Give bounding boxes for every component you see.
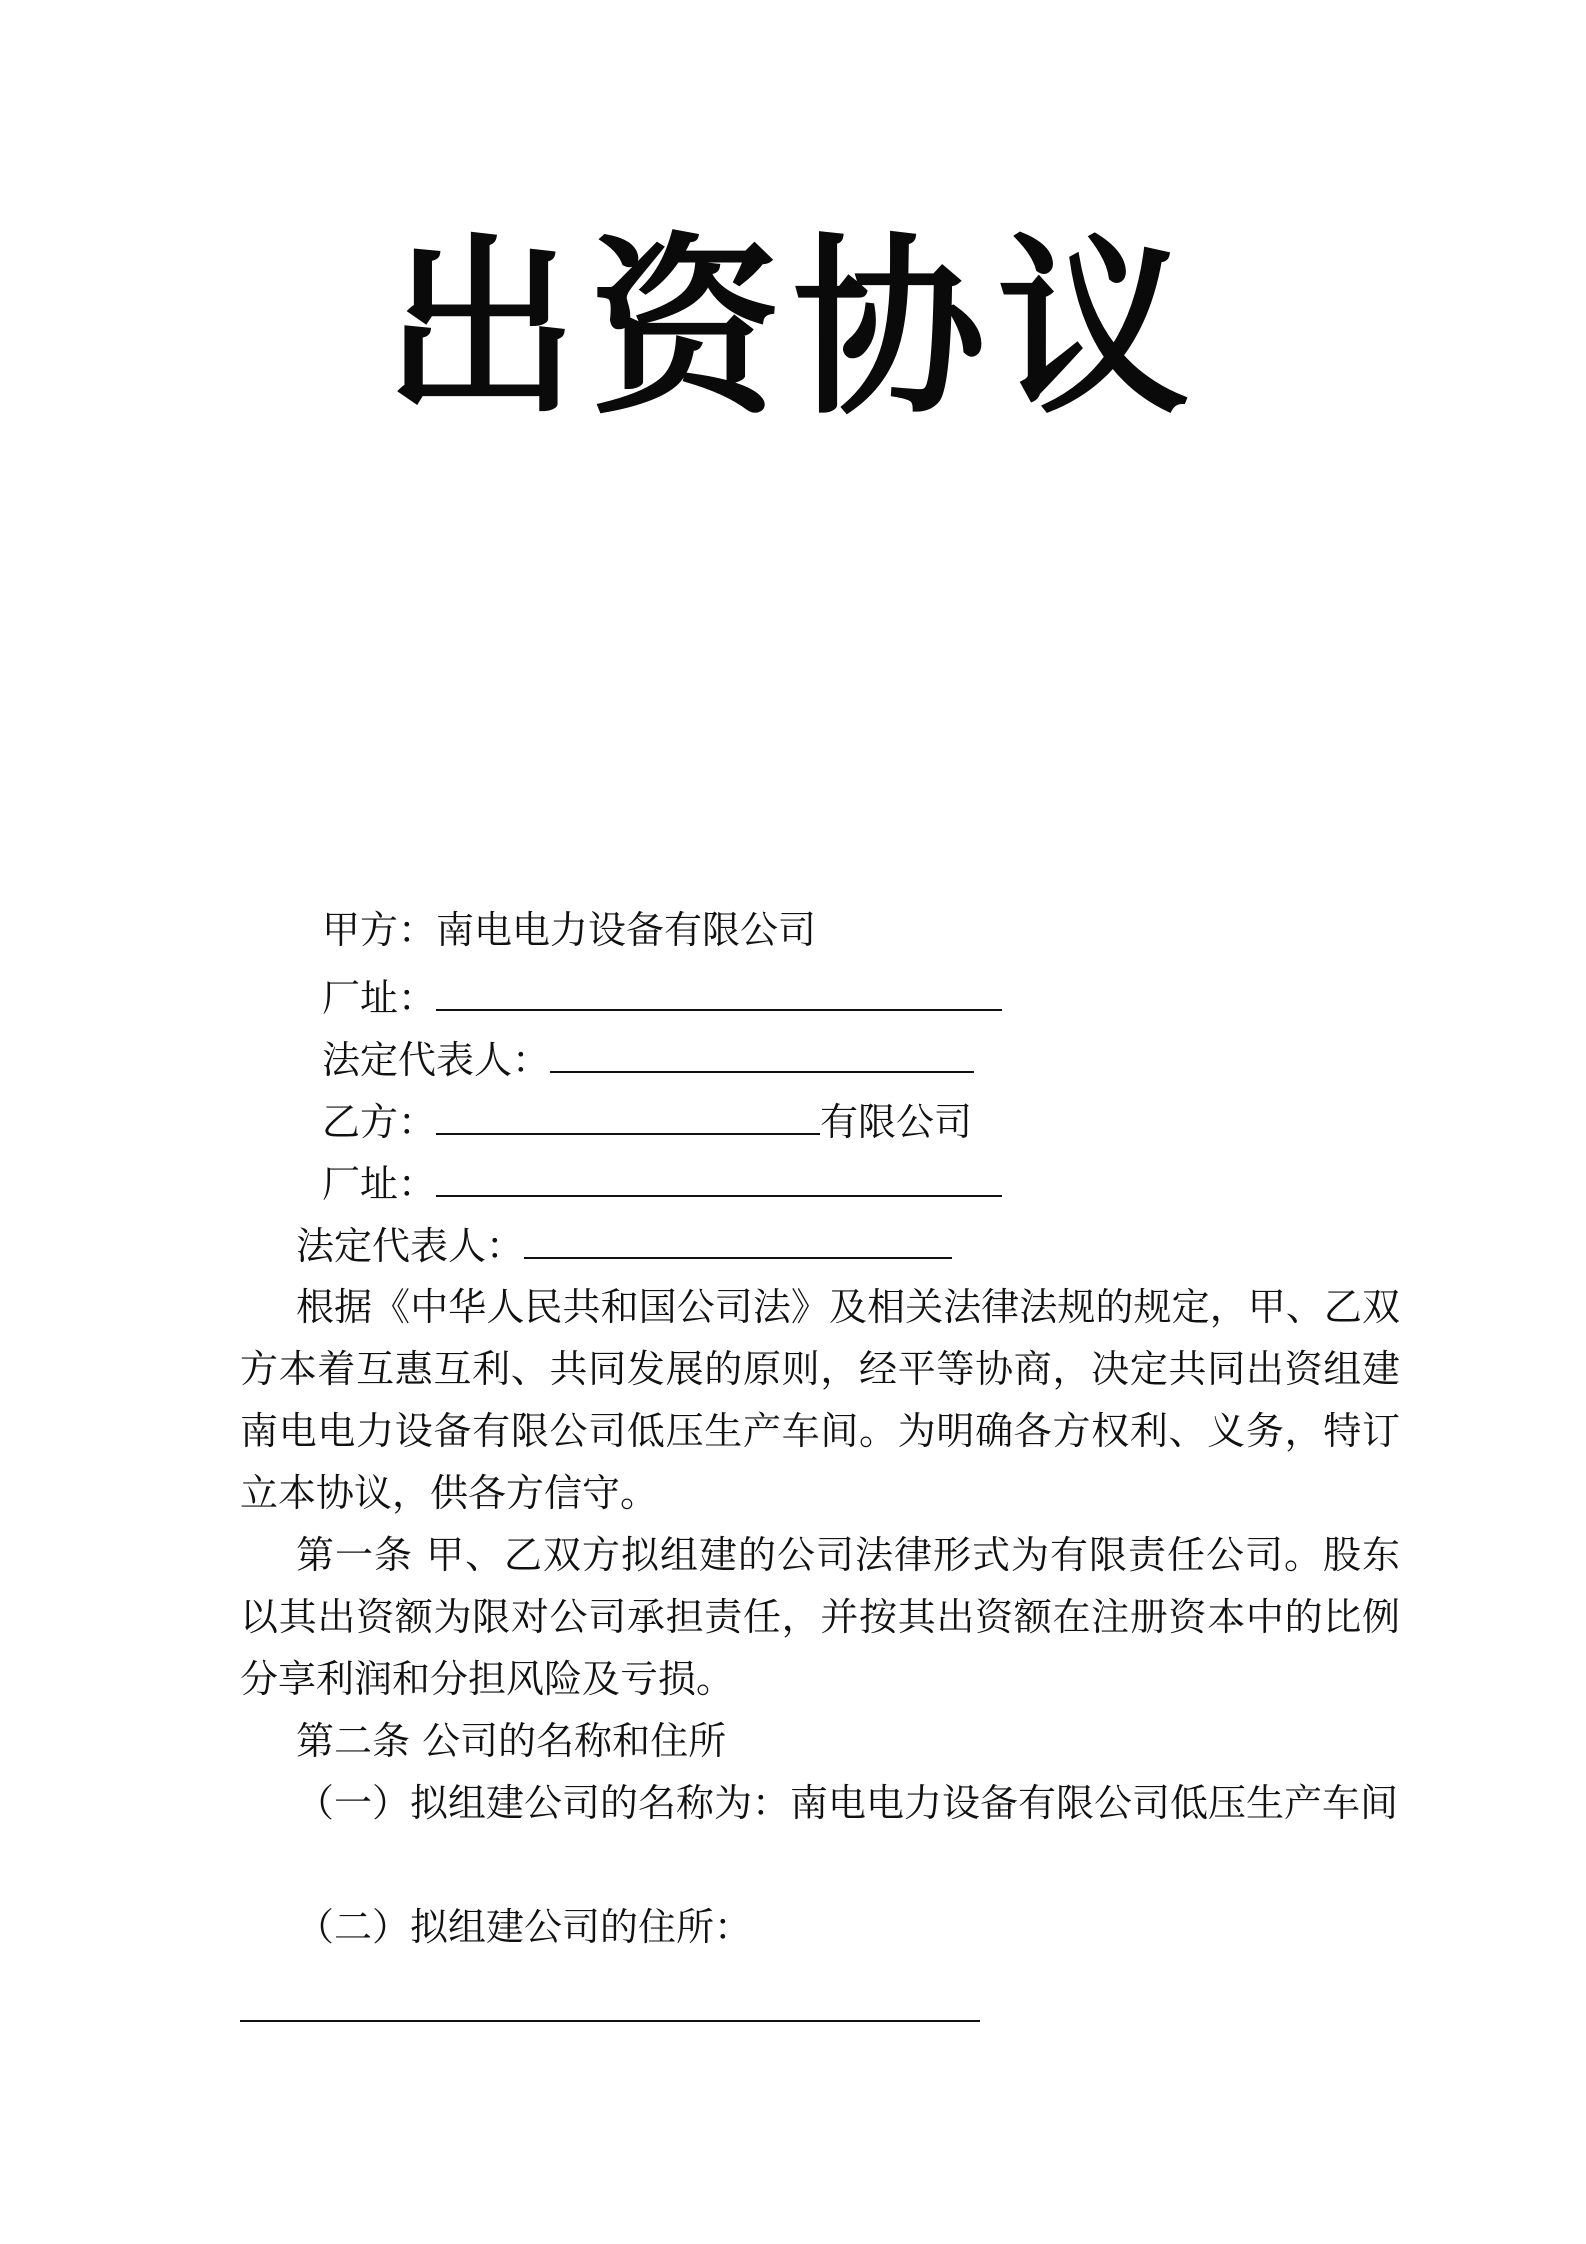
article-2-item-1: （一）拟组建公司的名称为：南电电力设备有限公司低压生产车间 [296, 1781, 1399, 1825]
party-b-rep-line [296, 1215, 952, 1271]
party-b-line [322, 1091, 972, 1147]
article-2-item-2: （二）拟组建公司的住所： [296, 1905, 753, 1949]
party-a-line [322, 905, 816, 955]
residence-blank-line [240, 1978, 980, 2034]
party-b-suffix: 有限公司 [820, 1100, 973, 1144]
preamble-paragraph: 根据《中华人民共和国公司法》及相关法律法规的规定，甲、乙双方本着互惠互利、共同发展的原则，经平等协商，决定共同出资组建南电电力设备有限公司低压生产车间。为明确各方权利、义务，特订立本协议，供各方信守。 [240, 1285, 1400, 1515]
party-a-address-blank[interactable] [436, 967, 1002, 1011]
document-title: 出资协议 [385, 218, 1201, 441]
party-a-rep-blank[interactable] [550, 1029, 974, 1073]
party-a-address-line [322, 967, 1002, 1023]
article-2-heading: 第二条 公司的名称和住所 [296, 1719, 727, 1763]
address-label: 厂址： [322, 976, 437, 1020]
party-a-name: 南电电力设备有限公司 [436, 908, 817, 952]
party-a-rep-line [322, 1029, 974, 1085]
legal-rep-label: 法定代表人： [322, 1038, 551, 1082]
address-label: 厂址： [322, 1162, 437, 1206]
residence-blank[interactable] [240, 1978, 980, 2022]
party-b-rep-blank[interactable] [524, 1215, 952, 1259]
party-b-label: 乙方： [322, 1100, 437, 1144]
article-1-paragraph: 第一条 甲、乙双方拟组建的公司法律形式为有限责任公司。股东以其出资额为限对公司承担责任，并按其出资额在注册资本中的比例分享利润和分担风险及亏损。 [240, 1533, 1400, 1701]
party-b-name-blank[interactable] [436, 1091, 820, 1135]
party-a-label: 甲方： [322, 908, 437, 952]
party-b-address-line [322, 1153, 1002, 1209]
legal-rep-label: 法定代表人： [296, 1224, 525, 1268]
party-b-address-blank[interactable] [436, 1153, 1002, 1197]
